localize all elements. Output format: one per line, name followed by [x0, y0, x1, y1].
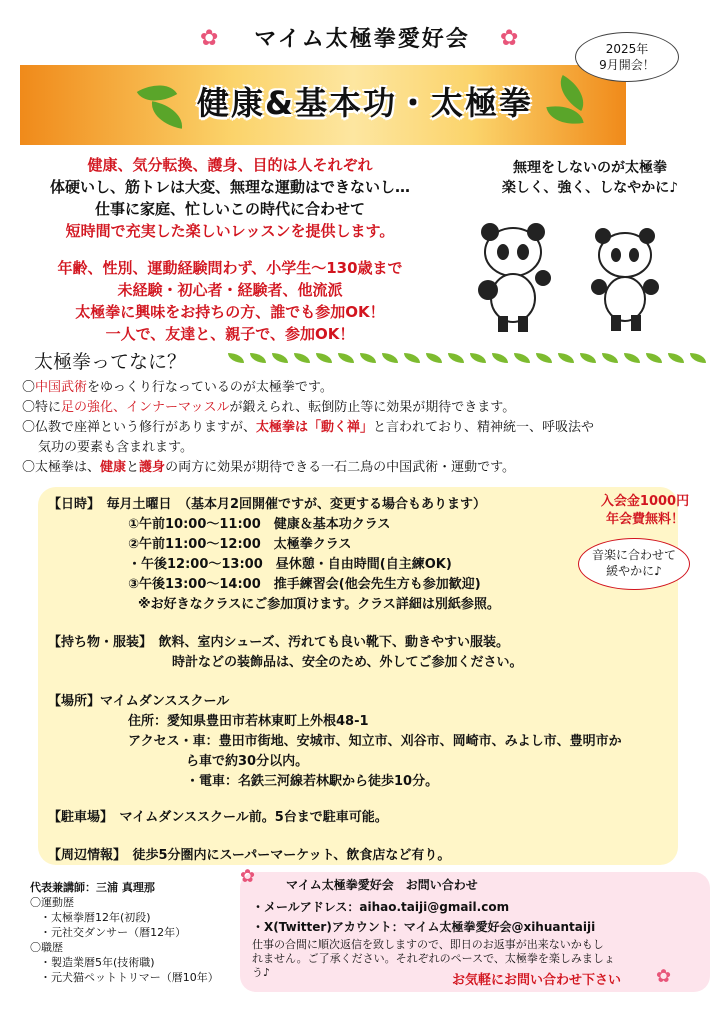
teacher-profile: [30, 880, 230, 985]
bullet-text: 〇太極拳は、: [22, 460, 101, 475]
fee-note: [585, 493, 705, 529]
intro-line: 年齢、性別、運動経験問わず、小学生～130歳まで: [57, 259, 403, 277]
bullet-text: 〇特に: [22, 400, 62, 415]
intro-line: 太極拳に興味をお持ちの方、誰でも参加OK！: [75, 303, 385, 321]
items-line: 【持ち物・服装】 飲料、室内シューズ、汚れても良い靴下、動きやすい服装。: [48, 635, 509, 650]
schedule-heading: 【日時】 毎月土曜日 （基本月2回開催ですが、変更する場合もあります）: [48, 497, 487, 512]
about-bullets: [22, 378, 712, 478]
contact-title: マイム太極拳愛好会 お問い合わせ: [286, 878, 478, 892]
place-heading: 【場所】マイムダンススクール: [48, 694, 230, 709]
panda-caption-line: 無理をしないのが太極拳: [513, 160, 667, 176]
nearby-line: 【周辺情報】 徒歩5分圏内にスーパーマーケット、飲食店など有り。: [48, 848, 451, 863]
highlight: 太極拳は「動く禅」: [256, 420, 374, 435]
contact-x-account[interactable]: ・X(Twitter)アカウント：マイム太極拳愛好会@xihuantaiji: [252, 920, 596, 934]
place-access: ・電車：名鉄三河線若林駅から徒歩10分。: [186, 774, 439, 789]
place-access: アクセス・車：豊田市街地、安城市、知立市、刈谷市、岡崎市、みよし市、豊明市か: [128, 734, 622, 749]
bullet-item: [22, 458, 712, 478]
class-item: ・午後12:00～13:00 昼休憩・自由時間(自主練OK): [128, 557, 452, 572]
place-address: 住所：愛知県豊田市若林東町上外根48-1: [128, 714, 369, 729]
sakura-icon: ✿: [240, 866, 256, 887]
contact-cta: お気軽にお問い合わせ下さい: [452, 973, 622, 988]
parking-line: 【駐車場】 マイムダンススクール前。5台まで駐車可能。: [48, 810, 388, 825]
class-item: ②午前11:00～12:00 太極拳クラス: [128, 537, 352, 552]
items-line: 時計などの装飾品は、安全のため、外してご参加ください。: [172, 655, 523, 670]
sakura-icon: ✿: [500, 26, 519, 51]
class-note: ※お好きなクラスにご参加頂けます。クラス詳細は別紙参照。: [138, 597, 500, 612]
profile-item: ・元社交ダンサー（暦12年）: [40, 926, 187, 939]
music-line: 音楽に合わせて: [591, 548, 676, 562]
contact-email[interactable]: ・メールアドレス：aihao.taiji@gmail.com: [252, 900, 510, 914]
bullet-text: の両方に効果が期待できる一石二鳥の中国武術・運動です。: [165, 460, 516, 475]
highlight: 足の強化、インナーマッスル: [61, 400, 230, 415]
class-item: ①午前10:00～11:00 健康＆基本功クラス: [128, 517, 391, 532]
highlight: 護身: [139, 460, 166, 475]
vine-decoration: [228, 353, 708, 367]
banner-title: 健康&基本功・太極拳: [197, 84, 533, 122]
intro-line: 仕事に家庭、忙しいこの時代に合わせて: [94, 200, 365, 218]
intro-line: 短時間で充実した楽しいレッスンを提供します。: [65, 222, 395, 240]
panda-illustration: [468, 220, 558, 335]
highlight: 中国武術: [35, 380, 88, 395]
intro-line: 未経験・初心者・経験者、他流派: [117, 281, 343, 299]
profile-item: ・太極拳暦12年(初段): [40, 911, 151, 924]
profile-item: ・元犬猫ペットトリマー（暦10年）: [40, 971, 219, 984]
sakura-icon: ✿: [656, 966, 672, 987]
sakura-icon: ✿: [200, 26, 219, 51]
music-line: 緩やかに♪: [606, 564, 662, 578]
fee-line: 入会金1000円: [600, 494, 690, 509]
music-bubble: [578, 538, 690, 590]
profile-heading: 〇運動歴: [30, 896, 74, 909]
profile-heading: 〇職歴: [30, 941, 63, 954]
bullet-text: と言われており、精神統一、呼吸法や: [373, 420, 595, 435]
bullet-item: [22, 418, 712, 438]
bullet-item: [22, 398, 712, 418]
page-title: マイム太極拳愛好会: [254, 27, 470, 52]
intro-line: 健康、気分転換、護身、目的は人それぞれ: [87, 156, 373, 174]
bullet-text: と: [126, 460, 140, 475]
panda-illustration: [585, 225, 665, 335]
bullet-text: 〇仏教で座禅という修行がありますが、: [22, 420, 257, 435]
place-access: ら車で約30分以内。: [186, 754, 309, 769]
bullet-text: が鍛えられ、転倒防止等に効果が期待できます。: [229, 400, 516, 415]
contact-note: う♪: [252, 966, 271, 979]
panda-caption: [470, 158, 710, 198]
contact-note: 仕事の合間に順次返信を致しますので、即日のお返事が出来ないかもし: [252, 938, 604, 951]
class-item: ③午後13:00～14:00 推手練習会(他会先生方も参加歓迎): [128, 577, 481, 592]
badge-month: 9月開会！: [599, 58, 655, 72]
bullet-item: 気功の要素も含まれます。: [38, 440, 193, 455]
bullet-item: 〇中国武術をゆっくり行なっているのが太極拳です。: [22, 380, 333, 395]
intro-line: 一人で、友達と、親子で、参加OK！: [105, 325, 355, 343]
intro-line: 体硬いし、筋トレは大変、無理な運動はできないし…: [49, 178, 410, 196]
fee-line: 年会費無料！: [605, 512, 684, 527]
panda-caption-line: 楽しく、強く、しなやかに♪: [501, 180, 679, 196]
badge-year: 2025年: [605, 42, 649, 56]
profile-item: ・製造業暦5年(技術職): [40, 956, 155, 969]
highlight: 健康: [100, 460, 127, 475]
teacher-title: 代表兼講師：三浦 真理那: [30, 881, 155, 894]
opening-badge: [575, 32, 679, 82]
contact-note: れません。ご了承ください。それぞれのペースで、太極拳を楽しみましょ: [252, 952, 615, 965]
section-heading: 太極拳ってなに？: [34, 351, 187, 373]
bullet-text: をゆっくり行なっているのが太極拳です。: [87, 380, 333, 395]
